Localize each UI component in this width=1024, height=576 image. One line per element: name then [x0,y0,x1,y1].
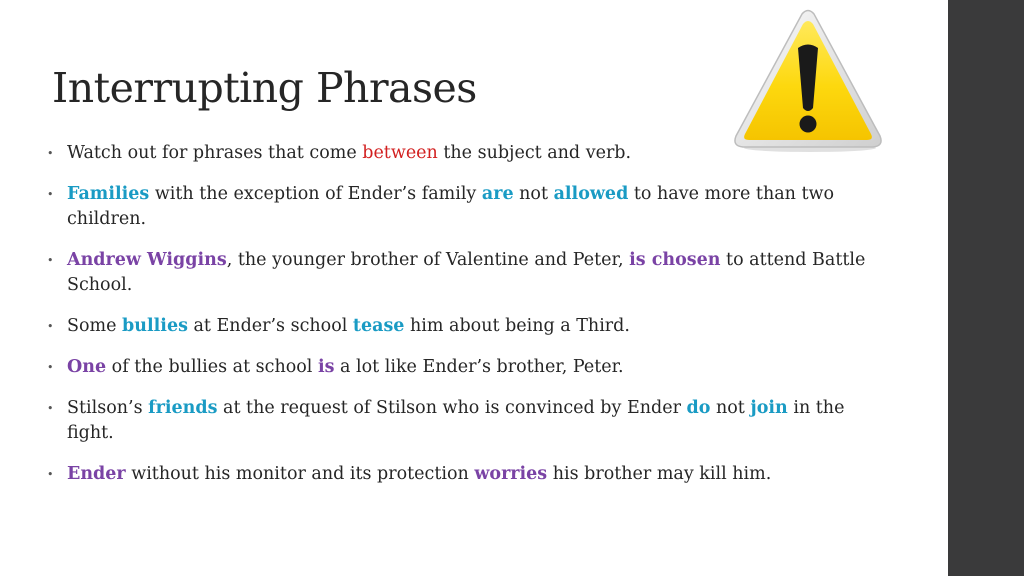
bullet-text: with the exception of Ender’s family [149,184,482,204]
bullet-item [44,182,874,232]
bullet-text: a lot like Ender’s brother, Peter. [334,357,624,377]
bullet-text: , the younger brother of Valentine and Peter, [226,250,630,270]
highlight-purple: worries [474,464,548,484]
bullet-text: without his monitor and its protection [125,464,475,484]
highlight-blue: bullies [122,316,188,336]
highlight-purple: is chosen [629,250,721,270]
highlight-blue: Families [67,184,150,204]
bullet-text: to attend Battle School. [67,250,866,295]
highlight-blue: are [481,184,514,204]
highlight-blue: tease [352,316,405,336]
bullet-dot-icon: • [47,188,54,201]
highlight-purple: One [67,357,107,377]
bullet-item [44,141,874,166]
bullet-dot-icon: • [47,254,54,267]
highlight-blue: allowed [553,184,629,204]
side-bar [948,0,1024,576]
bullet-text: not [710,398,751,418]
bullet-item [44,314,874,339]
bullet-text: his brother may kill him. [547,464,772,484]
bullet-dot-icon: • [47,361,54,374]
bullet-item [44,396,874,446]
bullet-item [44,462,874,487]
slide-title: Interrupting Phrases [52,64,477,112]
bullet-dot-icon: • [47,402,54,415]
highlight-purple: Ender [67,464,126,484]
highlight-blue: do [686,398,711,418]
bullet-text: to have more than two children. [67,184,835,229]
bullet-text: in the fight. [67,398,845,443]
bullet-text: at the request of Stilson who is convinced by Ender [217,398,687,418]
highlight-purple: is [317,357,335,377]
bullet-text: Stilson’s [67,398,149,418]
bullet-item [44,248,874,298]
bullet-text: at Ender’s school [187,316,353,336]
bullet-text: not [513,184,554,204]
bullet-text: the subject and verb. [437,143,632,163]
bullet-list [44,141,874,503]
bullet-dot-icon: • [47,320,54,333]
bullet-text: of the bullies at school [106,357,318,377]
highlight-purple: Andrew Wiggins [67,250,227,270]
highlight-blue: friends [148,398,218,418]
bullet-dot-icon: • [47,147,54,160]
bullet-text: him about being a Third. [404,316,630,336]
bullet-text: Watch out for phrases that come [67,143,363,163]
bullet-dot-icon: • [47,468,54,481]
bullet-text: Some [67,316,123,336]
highlight-blue: join [750,398,788,418]
warning-triangle-icon [732,8,884,154]
highlight-red: between [362,143,438,163]
bullet-item [44,355,874,380]
